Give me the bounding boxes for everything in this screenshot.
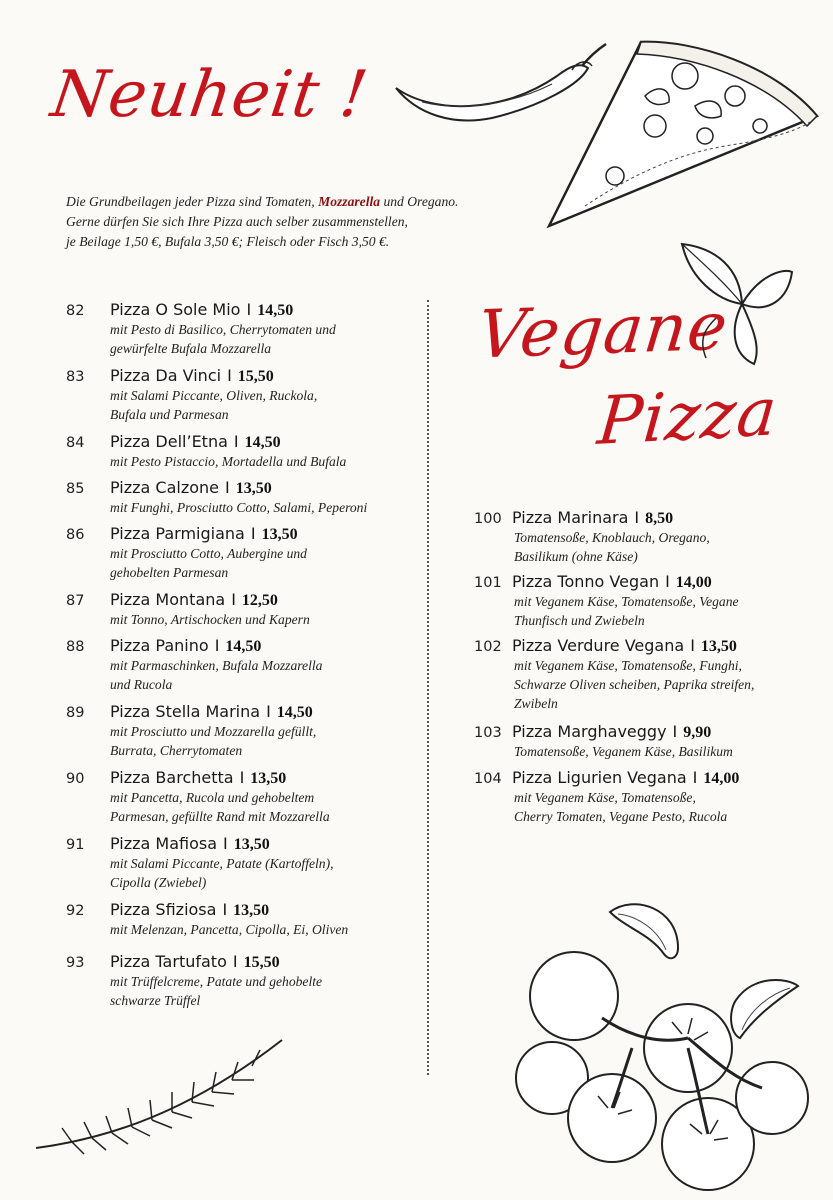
menu-item <box>66 590 310 629</box>
intro-line-3: je Beilage 1,50 €, Bufala 3,50 €; Fleisch oder Fisch 3,50 €. <box>66 234 390 249</box>
item-price: 9,90 <box>683 724 712 741</box>
item-description: und Rucola <box>110 677 173 692</box>
item-price: 13,50 <box>700 638 737 655</box>
menu-item-header <box>66 952 322 972</box>
item-separator: I <box>214 636 220 655</box>
item-description: gehobelten Parmesan <box>110 565 229 580</box>
item-price: 12,50 <box>241 592 278 609</box>
item-separator: I <box>250 524 256 543</box>
column-divider <box>427 300 429 1075</box>
item-number: 104 <box>474 771 502 787</box>
item-number: 100 <box>474 511 502 527</box>
item-description: Cipolla (Zwiebel) <box>110 875 207 890</box>
item-separator: I <box>233 432 239 451</box>
item-description: mit Veganem Käse, Tomatensoße, <box>514 790 696 805</box>
item-description: mit Pesto di Basilico, Cherrytomaten und <box>110 322 336 337</box>
item-price: 15,50 <box>237 368 274 385</box>
menu-item-header <box>66 590 310 610</box>
item-separator: I <box>223 834 228 853</box>
menu-item <box>66 478 367 517</box>
item-separator: I <box>690 636 695 655</box>
item-separator: I <box>665 572 670 591</box>
menu-item <box>474 508 710 566</box>
item-separator: I <box>225 478 230 497</box>
item-description: Burrata, Cherrytomaten <box>110 743 243 758</box>
menu-item-header <box>66 300 336 320</box>
item-description: mit Prosciutto und Mozzarella gefüllt, <box>110 724 317 739</box>
item-price: 15,50 <box>243 954 280 971</box>
item-name: Pizza Marghaveggy <box>512 722 667 741</box>
item-number: 88 <box>66 639 85 655</box>
item-number: 90 <box>66 771 85 787</box>
item-name: Pizza Tonno Vegan <box>512 572 660 591</box>
item-price: 14,50 <box>244 434 281 451</box>
item-description: mit Melenzan, Pancetta, Cipolla, Ei, Oliven <box>110 922 349 937</box>
item-description: mit Pancetta, Rucola und gehobeltem <box>110 790 315 805</box>
menu-item-header <box>474 722 733 742</box>
item-price: 8,50 <box>645 510 674 527</box>
item-name: Pizza Mafiosa <box>110 834 218 853</box>
menu-item-header <box>66 636 322 656</box>
item-price: 14,00 <box>675 574 712 591</box>
menu-item <box>66 636 322 694</box>
menu-item <box>66 834 334 892</box>
item-description: mit Funghi, Prosciutto Cotto, Salami, Peperoni <box>110 500 368 515</box>
item-separator: I <box>222 900 228 919</box>
item-separator: I <box>232 952 238 971</box>
menu-item <box>474 572 739 630</box>
item-separator: I <box>246 300 252 319</box>
item-number: 102 <box>474 639 502 655</box>
item-name: Pizza Verdure Vegana <box>512 636 685 655</box>
item-separator: I <box>231 590 236 609</box>
item-description: mit Salami Piccante, Patate (Kartoffeln), <box>110 856 334 871</box>
item-number: 86 <box>66 527 85 543</box>
menu-item <box>66 768 330 826</box>
item-name: Pizza O Sole Mio <box>110 300 241 319</box>
item-price: 13,50 <box>235 480 272 497</box>
menu-item-header <box>66 366 317 386</box>
item-separator: I <box>672 722 678 741</box>
item-description: Basilikum (ohne Käse) <box>514 549 638 564</box>
item-name: Pizza Montana <box>110 590 226 609</box>
menu-item <box>474 768 739 826</box>
item-number: 93 <box>66 955 85 971</box>
item-description: mit Trüffelcreme, Patate und gehobelte <box>110 974 323 989</box>
menu-item-header <box>474 572 739 592</box>
menu-item <box>474 722 733 761</box>
item-separator: I <box>266 702 271 721</box>
item-name: Pizza Stella Marina <box>110 702 261 721</box>
item-number: 92 <box>66 903 85 919</box>
item-price: 13,50 <box>233 902 270 919</box>
item-number: 84 <box>66 435 85 451</box>
pizza-slice-icon <box>545 36 825 236</box>
item-name: Pizza Panino <box>110 636 209 655</box>
item-name: Pizza Tartufato <box>110 952 227 971</box>
intro-mozzarella: Mozzarella <box>318 194 381 209</box>
menu-item <box>66 366 317 424</box>
menu-item <box>66 952 322 1010</box>
item-price: 14,50 <box>225 638 262 655</box>
item-name: Pizza Da Vinci <box>110 366 222 385</box>
item-name: Pizza Dell’Etna <box>110 432 228 451</box>
intro-line-2: Gerne dürfen Sie sich Ihre Pizza auch selber zusammenstellen, <box>66 214 408 229</box>
menu-item-header <box>66 768 330 788</box>
item-price: 13,50 <box>250 770 287 787</box>
item-price: 14,50 <box>276 704 313 721</box>
menu-item <box>66 900 348 939</box>
menu-item-header <box>66 900 348 920</box>
item-separator: I <box>227 366 232 385</box>
item-description: Cherry Tomaten, Vegane Pesto, Rucola <box>514 809 728 824</box>
item-description: Bufala und Parmesan <box>110 407 229 422</box>
intro-text <box>66 192 536 252</box>
item-description: Zwibeln <box>514 696 558 711</box>
menu-item-header <box>66 432 346 452</box>
item-description: mit Tonno, Artischocken und Kapern <box>110 612 310 627</box>
menu-item-header <box>474 636 754 656</box>
item-number: 101 <box>474 575 502 591</box>
item-description: mit Parmaschinken, Bufala Mozzarella <box>110 658 323 673</box>
item-description: gewürfelte Bufala Mozzarella <box>110 341 272 356</box>
menu-item-header <box>66 524 307 544</box>
item-separator: I <box>634 508 640 527</box>
rosemary-icon <box>32 1030 292 1160</box>
intro-line-1-pre: Die Grundbeilagen jeder Pizza sind Tomaten, <box>66 194 319 209</box>
item-price: 14,00 <box>703 770 740 787</box>
item-description: mit Salami Piccante, Oliven, Ruckola, <box>110 388 318 403</box>
title-vegane: Vegane <box>474 287 732 374</box>
item-description: Schwarze Oliven scheiben, Paprika streifen, <box>514 677 755 692</box>
title-neuheit: Neuheit ! <box>46 58 373 132</box>
menu-item <box>66 524 307 582</box>
menu-item <box>66 300 336 358</box>
item-description: Tomatensoße, Veganem Käse, Basilikum <box>514 744 733 759</box>
item-separator: I <box>239 768 245 787</box>
item-name: Pizza Ligurien Vegana <box>512 768 687 787</box>
item-name: Pizza Sfiziosa <box>110 900 217 919</box>
item-description: schwarze Trüffel <box>110 993 201 1008</box>
menu-item <box>474 636 754 713</box>
item-number: 82 <box>66 303 85 319</box>
menu-item <box>66 432 346 471</box>
menu-item-header <box>474 508 710 528</box>
menu-item-header <box>66 834 334 854</box>
basil-leaves-icon <box>676 238 796 368</box>
item-description: Parmesan, gefüllte Rand mit Mozzarella <box>110 809 330 824</box>
item-name: Pizza Parmigiana <box>110 524 245 543</box>
item-description: mit Veganem Käse, Tomatensoße, Funghi, <box>514 658 742 673</box>
item-number: 91 <box>66 837 85 853</box>
item-number: 103 <box>474 725 502 741</box>
item-number: 85 <box>66 481 85 497</box>
title-pizza: Pizza <box>594 373 781 460</box>
item-name: Pizza Marinara <box>512 508 629 527</box>
item-price: 14,50 <box>257 302 294 319</box>
cherry-tomatoes-icon <box>512 948 812 1188</box>
item-description: Tomatensoße, Knoblauch, Oregano, <box>514 530 710 545</box>
item-name: Pizza Barchetta <box>110 768 234 787</box>
item-number: 89 <box>66 705 85 721</box>
menu-item-header <box>66 478 367 498</box>
item-description: Thunfisch und Zwiebeln <box>514 613 645 628</box>
item-price: 13,50 <box>233 836 270 853</box>
item-separator: I <box>692 768 698 787</box>
item-number: 83 <box>66 369 85 385</box>
intro-line-1 <box>66 192 536 212</box>
item-description: mit Pesto Pistaccio, Mortadella und Bufala <box>110 454 347 469</box>
item-number: 87 <box>66 593 85 609</box>
item-name: Pizza Calzone <box>110 478 220 497</box>
menu-item-header <box>66 702 316 722</box>
item-price: 13,50 <box>261 526 298 543</box>
menu-item-header <box>474 768 739 788</box>
item-description: mit Veganem Käse, Tomatensoße, Vegane <box>514 594 739 609</box>
item-description: mit Prosciutto Cotto, Aubergine und <box>110 546 307 561</box>
menu-item <box>66 702 316 760</box>
intro-line-1-post: und Oregano. <box>380 194 459 209</box>
